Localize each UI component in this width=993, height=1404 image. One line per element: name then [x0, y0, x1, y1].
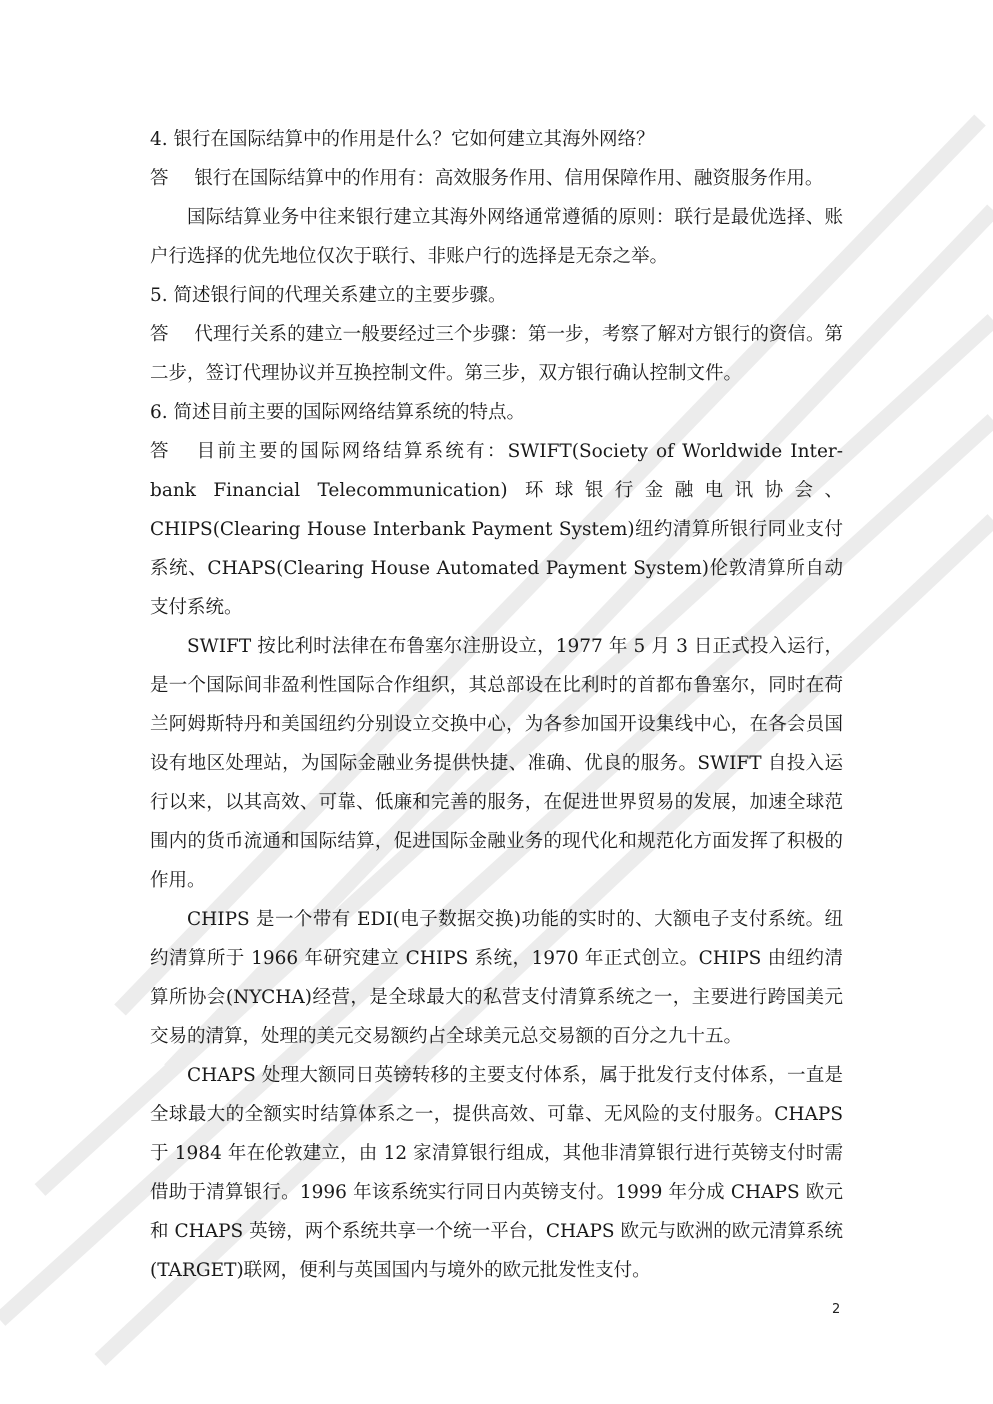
- question-6: 6. 简述目前主要的国际网络结算系统的特点。: [150, 402, 526, 423]
- answer-mark: 答: [150, 168, 169, 189]
- paragraph: 国际结算业务中往来银行建立其海外网络通常遵循的原则：联行是最优选择、账户行选择的优先地位仅次于联行、非账户行的选择是无奈之举。: [150, 207, 843, 267]
- answer-text: 代理行关系的建立一般要经过三个步骤：第一步，考察了解对方银行的资信。第二步，签订代理协议并互换控制文件。第三步，双方银行确认控制文件。: [150, 324, 843, 384]
- answer-text: 目前主要的国际网络结算系统有：SWIFT(Society of Worldwide Inter-bank Financial Telecommunication) 环球银行金融电讯协会、CHIPS(Clearing House Interbank Payment System)纽约清算所银行同业支付系统、CHAPS(Clearing House Automated Payment System)伦敦清算所自动支付系统。: [150, 441, 843, 618]
- answer-4: [150, 159, 843, 198]
- paragraph-chips: CHIPS 是一个带有 EDI(电子数据交换)功能的实时的、大额电子支付系统。纽约清算所于 1966 年研究建立 CHIPS 系统，1970 年正式创立。CHIPS 由纽约清算所协会(NYCHA)经营，是全球最大的私营支付清算系统之一，主要进行跨国美元交易的清算，处理的美元交易额约占全球美元总交易额的百分之九十五。: [150, 909, 843, 1047]
- answer-mark: 答: [150, 324, 169, 345]
- document-body: [150, 120, 843, 1290]
- page-number: 2: [832, 1302, 841, 1317]
- answer-mark: 答: [150, 441, 171, 462]
- question-4: 4. 银行在国际结算中的作用是什么？它如何建立其海外网络？: [150, 129, 655, 150]
- answer-5: [150, 315, 843, 393]
- answer-text: 银行在国际结算中的作用有：高效服务作用、信用保障作用、融资服务作用。: [194, 168, 824, 189]
- paragraph-chaps: CHAPS 处理大额同日英镑转移的主要支付体系，属于批发行支付体系，一直是全球最大的全额实时结算体系之一，提供高效、可靠、无风险的支付服务。CHAPS 于 1984 年在伦敦建立，由 12 家清算银行组成，其他非清算银行进行英镑支付时需借助于清算银行。1996 年该系统实行同日内英镑支付。1999 年分成 CHAPS 欧元和 CHAPS 英镑，两个系统共享一个统一平台，CHAPS 欧元与欧洲的欧元清算系统(TARGET)联网，便利与英国国内与境外的欧元批发性支付。: [150, 1065, 843, 1281]
- question-5: 5. 简述银行间的代理关系建立的主要步骤。: [150, 285, 507, 306]
- answer-6: [150, 432, 843, 627]
- paragraph-swift: SWIFT 按比利时法律在布鲁塞尔注册设立，1977 年 5 月 3 日正式投入运行，是一个国际间非盈利性国际合作组织，其总部设在比利时的首都布鲁塞尔，同时在荷兰阿姆斯特丹和美国纽约分别设立交换中心，为各参加国开设集线中心，在各会员国设有地区处理站，为国际金融业务提供快捷、准确、优良的服务。SWIFT 自投入运行以来，以其高效、可靠、低廉和完善的服务，在促进世界贸易的发展，加速全球范围内的货币流通和国际结算，促进国际金融业务的现代化和规范化方面发挥了积极的作用。: [150, 636, 843, 891]
